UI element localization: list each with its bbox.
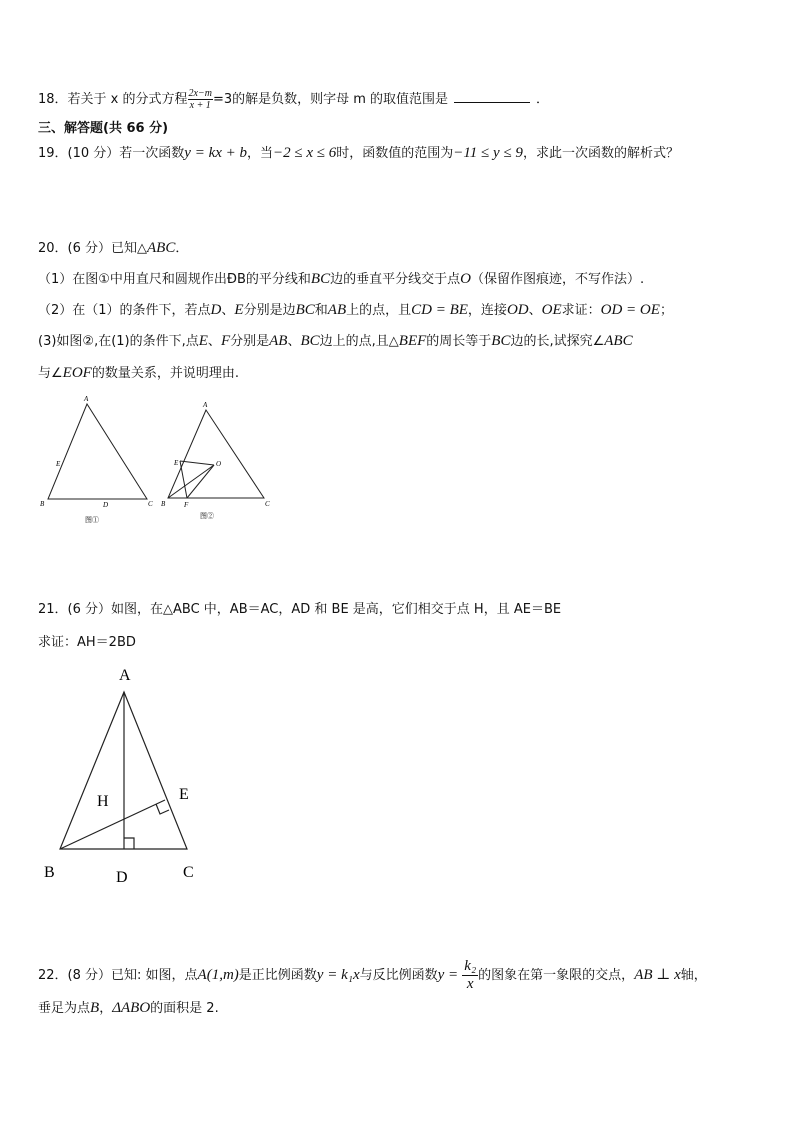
fig2-label-B: B: [161, 500, 166, 508]
q21-label-A: A: [119, 667, 131, 684]
question-20-part-2: （2）在（1）的条件下，若点D、E分别是边BC和AB上的点，且CD = BE，连接OD、OE求证：OD = OE；: [38, 302, 673, 318]
figure-q21: [60, 692, 187, 849]
fig1-triangle: [48, 404, 147, 499]
fig1-label-D: D: [103, 501, 109, 509]
fig1-caption: 图①: [85, 516, 99, 524]
question-20-part-3: (3)如图②,在(1)的条件下,点E、F分别是AB、BC边上的点,且△BEF的周长等于BC边的长,试探究∠ABC: [38, 333, 633, 349]
fig1-label-A: A: [84, 395, 89, 403]
q21-altitude-BE: [60, 800, 165, 849]
fig1-label-E: E: [56, 460, 61, 468]
fig2-segment-EF: [180, 461, 187, 498]
fig2-triangle: [168, 410, 264, 498]
q21-label-C: C: [183, 864, 194, 881]
figure-2: [168, 410, 264, 498]
fraction-k2-over-x: $\frac{\text{k₂}}{x}$: [464, 958, 477, 992]
question-20-part-3-cont: 与∠EOF的数量关系，并说明理由.: [38, 365, 239, 381]
fig1-label-B: B: [40, 500, 45, 508]
fraction: $\frac{2x-m}{x + 1}$: [188, 88, 212, 111]
section-title: 三、解答题(共 66 分): [38, 121, 169, 136]
fig2-label-C: C: [265, 500, 270, 508]
question-21: 21．(6 分）如图，在△ABC 中，AB＝AC，AD 和 BE 是高，它们相交于点 H，且 AE＝BE: [38, 602, 562, 617]
fig1-label-C: C: [148, 500, 153, 508]
question-22-line-2: 垂足为点B，ΔABO的面积是 2.: [38, 1000, 219, 1016]
figure-1: [48, 404, 147, 499]
question-19: 19．(10 分）若一次函数y = kx + b，当−2 ≤ x ≤ 6时，函数值的范围为−11 ≤ y ≤ 9，求此一次函数的解析式？: [38, 145, 679, 161]
fig2-label-O: O: [216, 460, 222, 468]
q21-label-D: D: [116, 869, 128, 886]
fig2-label-A: A: [203, 401, 208, 409]
fig2-caption: 图②: [200, 512, 214, 520]
question-22: 22．(8 分）已知: 如图，点A(1,m)是正比例函数y = k₁x与反比例函数y = $\frac{\text{k₂}}{x}$ 的图象在第一象限的交点，AB ⊥ x轴，: [38, 958, 707, 992]
question-20-title: 20．(6 分）已知△ABC．: [38, 240, 189, 256]
question-20-part-1: （1）在图①中用直尺和圆规作出ÐB的平分线和BC边的垂直平分线交于点O（保留作图痕迹，不写作法）.: [38, 271, 645, 287]
question-18: 18．若关于 x 的分式方程 $\frac{2x-m}{x + 1}$ =3的解是负数，则字母 m 的取值范围是 ．: [38, 88, 550, 111]
fig2-label-E: E: [174, 459, 179, 467]
q21-right-angle-E: [156, 804, 169, 814]
fig2-label-F: F: [184, 501, 189, 509]
q21-right-angle-D: [124, 838, 134, 849]
q21-label-H: H: [97, 793, 109, 810]
fig2-segment-EO: [180, 461, 214, 465]
q21-label-B: B: [44, 864, 55, 881]
question-21-prove: 求证：AH＝2BD: [38, 635, 136, 650]
q21-label-E: E: [179, 786, 189, 803]
